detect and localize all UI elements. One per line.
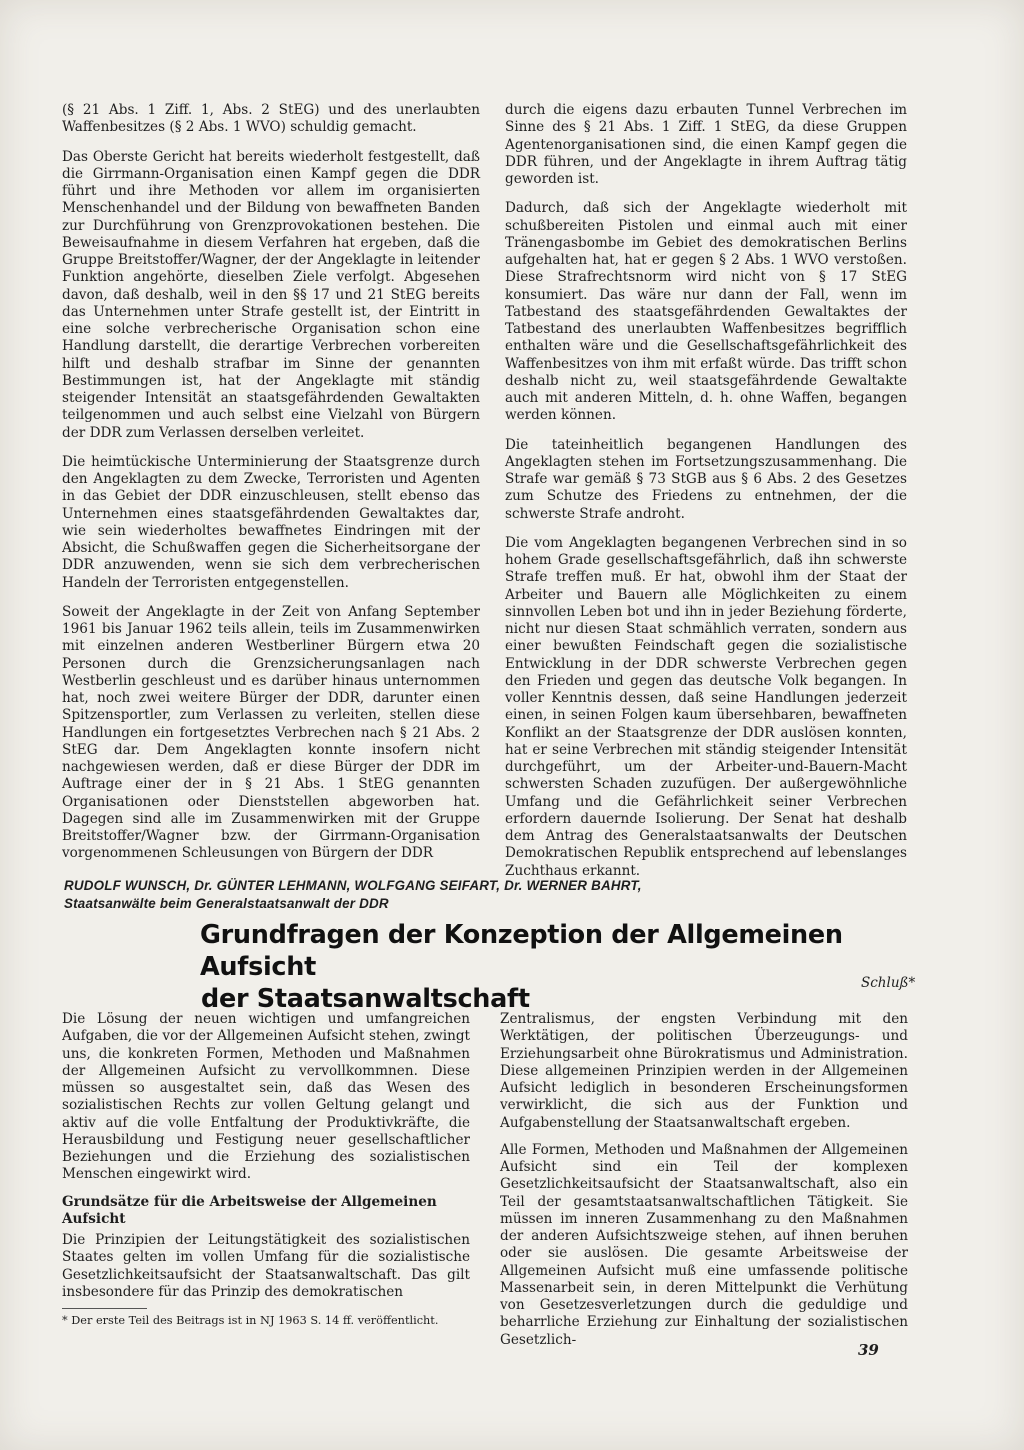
previous-article-left-column [62,102,480,875]
paragraph: Alle Formen, Methoden und Maßnahmen der Allgemeinen Aufsicht sind ein Teil der komplexen Gesetzlichkeitsaufsicht der Staatsanwaltschaft, also ein Teil der gesamtstaatsanwaltschaftlichen Tätigkeit. Sie müssen im inneren Zusammenhang zu den Maßnahmen der anderen Aufsichtszweige stehen, auf ihnen beruhen oder sie auslösen. Die gesamte Arbeitsweise der Allgemeinen Aufsicht muß eine umfassende politische Massenarbeit sein, in deren Mittelpunkt die Verhütung von Gesetzesverletzungen durch die geduldige und beharrliche Erziehung zur Einhaltung der sozialistischen Gesetzlich- [500,1141,908,1348]
title-line-1: Grundfragen der Konzeption der Allgemeinen Aufsicht [200,920,843,982]
article-title [200,919,920,1015]
paragraph: (§ 21 Abs. 1 Ziff. 1, Abs. 2 StEG) und des unerlaubten Waffenbesitzes (§ 2 Abs. 1 WVO) schuldig gemacht. [62,102,480,136]
title-line-2: der Staatsanwaltschaft [201,984,530,1014]
paragraph: Die Lösung der neuen wichtigen und umfangreichen Aufgaben, die vor der Allgemeinen Aufsicht stehen, zwingt uns, die konkreten Formen, Methoden und Maßnahmen der Allgemeinen Aufsicht zu vervollkommnen. Diese müssen so ausgestaltet sein, daß das Wesen des sozialistischen Rechts zur vollen Geltung gelangt und aktiv auf die volle Entfaltung der Produktivkräfte, die Herausbildung und Festigung neuer gesellschaftlicher Beziehungen und die Erziehung des sozialistischen Menschen eingewirkt wird. [62,1011,470,1183]
previous-article-right-column [505,102,907,892]
footnote-divider [62,1308,147,1309]
article-authors [64,877,924,913]
paragraph: Die Prinzipien der Leitungstätigkeit des sozialistischen Staates gelten im vollen Umfang für die sozialistische Gesetzlichkeitsaufsicht der Staatsanwaltschaft. Das gilt insbesondere für das Prinzip des demokratischen [62,1232,470,1300]
paragraph: Soweit der Angeklagte in der Zeit von Anfang September 1961 bis Januar 1962 teils allein, teils im Zusammenwirken mit einzelnen anderen Westberliner Bürgern etwa 20 Personen durch die Grenzsicherungsanlagen nach Westberlin geschleust und es darüber hinaus unternommen hat, noch zwei weitere Bürger der DDR, darunter einen Spitzensportler, zum Verlassen zu verleiten, stellen diese Handlungen ein fortgesetztes Verbrechen nach § 21 Abs. 2 StEG dar. Dem Angeklagten konnte insofern nicht nachgewiesen werden, daß er diese Bürger der DDR im Auftrage einer der in § 21 Abs. 1 StEG genannten Organisationen oder Dienststellen abgeworben hat. Dagegen sind alle im Zusammenwirken mit der Gruppe Breitstoffer/Wagner bzw. der Girrmann-Organisation vorgenommenen Schleusungen von Bürgern der DDR [62,603,480,862]
author-role: Staatsanwälte beim Generalstaatsanwalt der DDR [64,896,389,911]
section-heading: Grundsätze für die Arbeitsweise der Allgemeinen Aufsicht [62,1193,437,1227]
footnote: * Der erste Teil des Beitrags ist in NJ 1963 S. 14 ff. veröffentlicht. [62,1314,439,1327]
paragraph: Dadurch, daß sich der Angeklagte wiederholt mit schußbereiten Pistolen und einmal auch mit einer Tränengasbombe im Gebiet des demokratischen Berlins aufgehalten hat, hat er gegen § 2 Abs. 1 WVO verstoßen. Diese Strafrechtsnorm wird nicht von § 17 StEG konsumiert. Das wäre nur dann der Fall, wenn im Tatbestand des staatsgefährdenden Gewaltaktes der Tatbestand des unerlaubten Waffenbesitzes begrifflich enthalten wäre und die Gesellschaftsgefährlichkeit des Waffenbesitzes von ihm mit erfaßt würde. Das trifft schon deshalb nicht zu, weil staatsgefährdende Gewaltakte auch mit anderen Mitteln, d. h. ohne Waffen, begangen werden können. [505,200,907,424]
paragraph: Die heimtückische Unterminierung der Staatsgrenze durch den Angeklagten zu dem Zwecke, Terroristen und Agenten in das Gebiet der DDR einzuschleusen, stellt ebenso das Unternehmen eines staatsgefährdenden Gewaltaktes dar, wie sein wiederholtes bewaffnetes Eindringen mit der Absicht, die Schußwaffen gegen die Sicherheitsorgane der DDR anzuwenden, wenn sie sich dem verbrecherischen Handeln der Terroristen entgegenstellen. [62,453,480,591]
paragraph: Die tateinheitlich begangenen Handlungen des Angeklagten stehen im Fortsetzungszusammenhang. Die Strafe war gemäß § 73 StGB aus § 6 Abs. 2 des Gesetzes zum Schutze des Friedens zu entnehmen, der die schwerste Strafe androht. [505,436,907,522]
continuation-note: Schluß* [861,975,916,991]
paragraph: durch die eigens dazu erbauten Tunnel Verbrechen im Sinne des § 21 Abs. 1 Ziff. 1 StEG, da diese Gruppen Agentenorganisationen sind, die einen Kampf gegen die DDR führen, und der Angeklagte in ihrem Auftrag tätig geworden ist. [505,102,907,187]
paragraph: Die vom Angeklagten begangenen Verbrechen sind in so hohem Grade gesellschaftsgefährlich, daß ihn schwerste Strafe treffen muß. Er hat, obwohl ihm der Staat der Arbeiter und Bauern alle Möglichkeiten zu einem sinnvollen Leben bot und ihn in jeder Beziehung förderte, nicht nur diesen Staat schmählich verraten, sondern aus einer bewußten Feindschaft gegen die sozialistische Entwicklung in der DDR schwerste Verbrechen gegen den Frieden und gegen das deutsche Volk begangen. In voller Kenntnis dessen, daß seine Handlungen jederzeit einen, in seinen Folgen kaum übersehbaren, bewaffneten Konflikt an der Staatsgrenze der DDR auslösen konnten, hat er seine Verbrechen mit ständig steigender Intensität durchgeführt, um der Arbeiter-und-Bauern-Macht schwersten Schaden zuzufügen. Der außergewöhnliche Umfang und die Gefährlichkeit seiner Verbrechen erfordern dauernde Isolierung. Der Senat hat deshalb dem Antrag des Generalstaatsanwalts der Deutschen Demokratischen Republik entsprechend auf lebenslanges Zuchthaus erkannt. [505,534,907,879]
paragraph: Das Oberste Gericht hat bereits wiederholt festgestellt, daß die Girrmann-Organisation einen Kampf gegen die DDR führt und ihre Methoden vor allem im organisierten Menschenhandel und der Bildung von bewaffneten Banden zur Durchführung von Grenzprovokationen bestehen. Die Beweisaufnahme in diesem Verfahren hat ergeben, daß die Gruppe Breitstoffer/Wagner, der der Angeklagte in leitender Funktion angehörte, dieselben Ziele verfolgt. Abgesehen davon, daß deshalb, weil in den §§ 17 und 21 StEG bereits das Unternehmen unter Strafe gestellt ist, der Eintritt in eine solche verbrecherische Organisation schon eine Handlung darstellt, die derartige Verbrechen vorbereiten hilft und deshalb strafbar im Sinne der genannten Bestimmungen ist, hat der Angeklagte mit ständig steigender Intensität an staatsgefährdenden Gewaltakten teilgenommen und auch selbst eine Vielzahl von Bürgern der DDR zum Verlassen derselben verleitet. [62,148,480,441]
new-article-right-column [500,1011,908,1359]
author-names: RUDOLF WUNSCH, Dr. GÜNTER LEHMANN, WOLFGANG SEIFART, Dr. WERNER BAHRT, [64,878,642,893]
new-article-left-column [62,1011,470,1311]
page-number: 39 [858,1341,879,1359]
paragraph: Zentralismus, der engsten Verbindung mit den Werktätigen, der politischen Überzeugungs- und Erziehungsarbeit ohne Bürokratismus und Administration. Diese allgemeinen Prinzipien werden in der Allgemeinen Aufsicht lediglich in besonderen Erscheinungsformen verwirklicht, die sich aus der Funktion und Aufgabenstellung der Staatsanwaltschaft ergeben. [500,1011,908,1131]
